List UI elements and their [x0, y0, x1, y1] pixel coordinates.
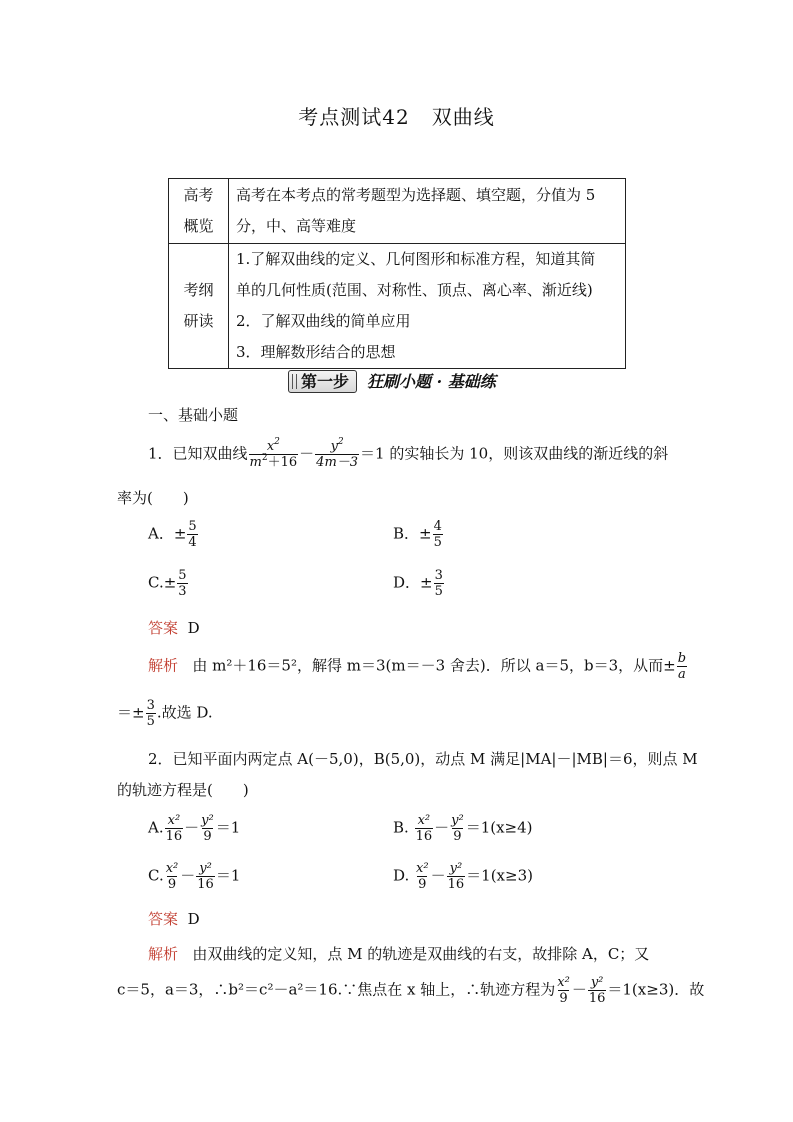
- q1-option-b-num: 4: [433, 519, 442, 534]
- step-badge: 第一步: [288, 370, 357, 393]
- q1-option-d-num: 3: [434, 568, 443, 583]
- q2-option-d-d2: 16: [447, 877, 465, 892]
- row2-label: [169, 244, 229, 369]
- outline-table: [168, 178, 626, 369]
- q2-option-d-frac1: [415, 861, 430, 892]
- q2-option-b-n1: x²: [417, 813, 431, 828]
- q2-option-b-d1: 16: [415, 829, 433, 844]
- q2-analysis-d1: 9: [559, 991, 568, 1006]
- q1-analysis-frac-den: a: [678, 667, 686, 682]
- q1-analysis-line2-den: 5: [146, 714, 155, 729]
- q2-option-c[interactable]: C. $\frac{\text{x²}}{9}$ － $\frac{\text{y²}}{16}$ ＝1: [148, 861, 241, 892]
- q2-analysis-frac1: [556, 975, 571, 1006]
- q2-option-d-tail: ＝1(x≥3): [466, 866, 533, 885]
- q1-option-a-num: 5: [188, 519, 197, 534]
- page-title: [0, 101, 793, 130]
- step-header: [288, 369, 496, 393]
- q1-option-d-frac: [434, 568, 444, 599]
- q2-option-a-n2: y²: [201, 813, 214, 828]
- q2-analysis-n1: x²: [557, 975, 570, 990]
- q1-option-c-den: 3: [178, 584, 187, 599]
- q2-option-c-n2: y²: [199, 861, 212, 876]
- outline-row-overview: [169, 179, 626, 244]
- q2-option-c-frac2: [196, 861, 215, 892]
- q2-option-d-label: D.: [393, 866, 410, 885]
- row2-line1: 1.了解双曲线的定义、几何图形和标准方程，知道其简: [236, 250, 596, 268]
- q2-option-c-n1: x²: [165, 861, 179, 876]
- q2-option-d-d1: 9: [418, 877, 427, 892]
- q1-analysis-text1: 由 m²＋16＝5²，解得 m＝3(m＝－3 舍去)．所以 a＝5，b＝3，从而±: [192, 656, 676, 675]
- q1-answer: [148, 617, 200, 638]
- q2-answer-label: 答案: [148, 910, 179, 928]
- q2-option-a-tail: ＝1: [215, 818, 241, 837]
- q2-option-b-frac1: [415, 813, 434, 844]
- q1-analysis-frac-num: b: [677, 651, 687, 666]
- row1-line2: 分，中、高等难度: [236, 217, 357, 235]
- q1-answer-value: D: [187, 619, 200, 637]
- q2-analysis-frac2: [588, 975, 607, 1006]
- q2-option-b[interactable]: B. $\frac{\text{x²}}{16}$ － $\frac{\text{y²}}{9}$ ＝1(x≥4): [393, 813, 533, 844]
- q2-option-a-d2: 9: [203, 829, 212, 844]
- q1-frac1-den-rest: ＋16: [267, 455, 298, 470]
- row1-line1: 高考在本考点的常考题型为选择题、填空题，分值为 5: [236, 186, 596, 204]
- q1-stem-line1: [148, 439, 668, 470]
- q1-option-c-frac: [177, 568, 187, 599]
- q1-suffix: ＝1 的实轴长为 10，则该双曲线的渐近线的斜: [360, 444, 669, 463]
- q1-analysis-line1: [148, 651, 688, 682]
- q2-option-a-frac2: [200, 813, 215, 844]
- q2-option-a-n1: x²: [167, 813, 181, 828]
- row2-content: [229, 244, 626, 369]
- q1-option-b-frac: [433, 519, 443, 550]
- row1-content: [229, 179, 626, 244]
- q2-option-c-d1: 9: [167, 877, 177, 892]
- row2-label-line2: 研读: [183, 312, 214, 330]
- q2-analysis-line1: [148, 943, 649, 964]
- q2-stem-line2: 的轨迹方程是( ): [117, 781, 249, 799]
- q1-option-d-label: D．±: [393, 573, 433, 592]
- q2-option-a-d1: 16: [165, 829, 183, 844]
- q2-analysis-label: 解析: [148, 945, 179, 963]
- q1-option-c-label: C.±: [148, 573, 177, 592]
- q2-option-a-label: A.: [148, 818, 164, 837]
- q1-frac1-den-var: m: [249, 455, 262, 470]
- q1-analysis-line2-post: .故选 D.: [156, 703, 213, 722]
- q1-option-a-label: A．±: [148, 524, 187, 543]
- q2-option-b-tail: ＝1(x≥4): [465, 818, 533, 837]
- row1-label-line1: 高考: [183, 186, 214, 204]
- q1-analysis-line2-num: 3: [146, 698, 155, 713]
- q2-analysis-n2: y²: [590, 975, 604, 990]
- q1-frac2-den: 4m－3: [316, 455, 359, 470]
- q1-frac1: $\frac{x^2}{m^2+16}$: [249, 437, 298, 470]
- q2-option-d-frac2: [447, 861, 466, 892]
- q2-analysis-line1-text: 由双曲线的定义知，点 M 的轨迹是双曲线的右支，故排除 A，C；又: [192, 945, 650, 963]
- q2-option-a[interactable]: A. $\frac{\text{x²}}{16}$ － $\frac{\text{y²}}{9}$ ＝1: [148, 813, 241, 844]
- row2-line3: 2．了解双曲线的简单应用: [236, 312, 411, 330]
- q1-option-b-label: B．±: [393, 524, 432, 543]
- q2-option-c-label: C.: [148, 866, 164, 885]
- row2-line2: 单的几何性质(范围、对称性、顶点、离心率、渐近线): [236, 281, 593, 299]
- q2-option-c-frac1: [165, 861, 180, 892]
- q1-option-a[interactable]: [148, 519, 199, 550]
- q1-analysis-line2: [117, 698, 213, 729]
- q2-option-d-n1: x²: [416, 861, 429, 876]
- row2-line4: 3．理解数形结合的思想: [236, 343, 396, 361]
- q1-option-b-den: 5: [433, 535, 442, 550]
- q1-analysis-frac: [677, 651, 687, 682]
- q2-option-b-frac2: [450, 813, 465, 844]
- q2-answer: [148, 908, 200, 929]
- q1-option-c[interactable]: [148, 568, 189, 599]
- title-sub: 双曲线: [431, 105, 495, 129]
- row1-label-line2: 概览: [183, 217, 214, 235]
- q1-prefix: 1．已知双曲线: [148, 444, 248, 463]
- q2-analysis-d2: 16: [588, 991, 606, 1006]
- q2-analysis-line2-pre: c＝5，a＝3，∴b²＝c²－a²＝16.∵焦点在 x 轴上，∴轨迹方程为: [117, 980, 556, 999]
- q1-frac2-num: y: [330, 439, 338, 454]
- q1-analysis-line2-frac: [146, 698, 156, 729]
- q2-option-b-d2: 9: [453, 829, 462, 844]
- step-title: 狂刷小题 · 基础练: [367, 372, 496, 391]
- q1-minus: －: [299, 444, 315, 463]
- q1-frac1-num: x: [266, 439, 275, 454]
- q2-option-d[interactable]: D. $\frac{\text{x²}}{9}$ － $\frac{\text{y²}}{16}$ ＝1(x≥3): [393, 861, 533, 892]
- section-heading: 一、基础小题: [148, 406, 239, 424]
- q2-stem-line1: 2．已知平面内两定点 A(－5,0)，B(5,0)，动点 M 满足|MA|－|MB|＝6，则点 M: [148, 750, 698, 768]
- q2-option-b-n2: y²: [451, 813, 464, 828]
- q2-option-d-n2: y²: [449, 861, 463, 876]
- q1-frac2: $\frac{y^2}{4m-3}$: [316, 437, 359, 470]
- q1-stem-line2: 率为( ): [117, 489, 189, 507]
- q1-option-c-num: 5: [178, 568, 187, 583]
- q1-option-a-frac: [187, 519, 197, 550]
- q1-analysis-line2-pre: ＝±: [117, 703, 145, 722]
- outline-row-syllabus: [169, 244, 626, 369]
- q2-option-c-tail: ＝1: [215, 866, 241, 885]
- q2-option-a-frac1: [165, 813, 184, 844]
- q1-option-d-den: 5: [434, 584, 443, 599]
- q1-option-b[interactable]: [393, 519, 444, 550]
- q2-analysis-line2-post: ＝1(x≥3)．故: [607, 980, 705, 999]
- q2-answer-value: D: [187, 910, 200, 928]
- title-main: 考点测试42: [298, 105, 410, 129]
- q2-option-b-label: B.: [393, 818, 409, 837]
- q1-analysis-label: 解析: [148, 656, 179, 675]
- q1-option-d[interactable]: [393, 568, 445, 599]
- q2-analysis-line2: c＝5，a＝3，∴b²＝c²－a²＝16.∵焦点在 x 轴上，∴轨迹方程为 $\frac{\text{x²}}{9}$ － $\frac{\text{y²}}{16}$ ＝1(x≥3)．故: [117, 975, 705, 1006]
- q2-option-c-d2: 16: [197, 877, 214, 892]
- q1-answer-label: 答案: [148, 619, 179, 637]
- q1-option-a-den: 4: [188, 535, 197, 550]
- row1-label: [169, 179, 229, 244]
- row2-label-line1: 考纲: [183, 281, 214, 299]
